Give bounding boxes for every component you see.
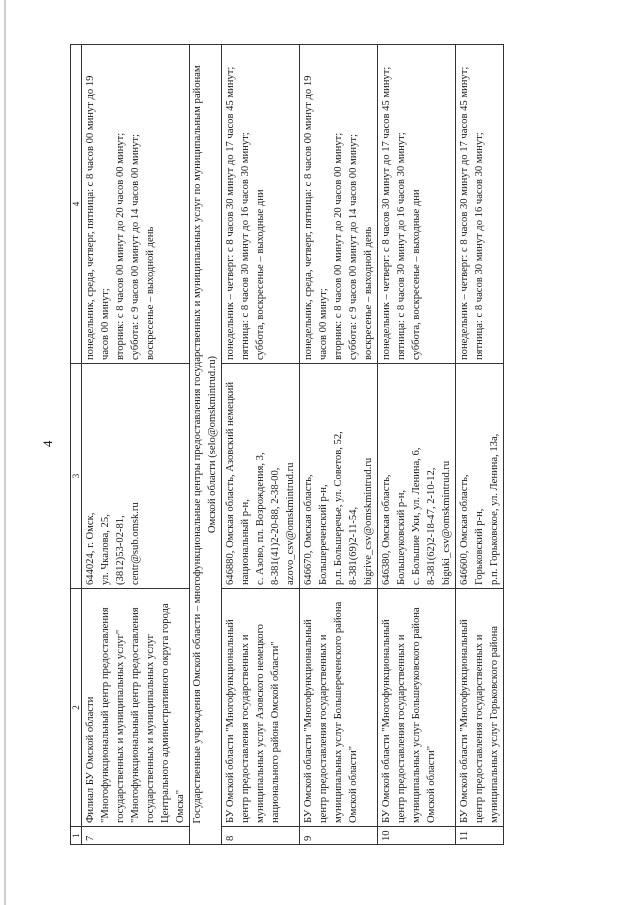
page-number: 4 [40, 440, 55, 447]
institution-name: БУ Омской области "Многофункциональный центр предоставления государственных и муниципальных услуг Большеуковского района Омской области" [378, 589, 456, 827]
address-contacts: 646880, Омская область, Азовский немецкий национальный р-н, с. Азово, пл. Возрождения, 3, 8-381(41)2-20-88, 2-38-00, azovo_csv@omskmintrud.ru [221, 364, 299, 589]
institution-name: БУ Омской области "Многофункциональный центр предоставления государственных и муниципальных услуг Горьковского района [456, 589, 504, 827]
column-number-row [71, 45, 82, 845]
section-header-row [190, 45, 222, 845]
working-hours: понедельник – четверг: с 8 часов 30 минут до 17 часов 45 минут; пятница: с 8 часов 30 минут до 16 часов 30 минут; [456, 45, 504, 364]
institution-name: БУ Омской области "Многофункциональный центр предоставления государственных и муниципальных услуг Большереченского района Омской области" [299, 589, 377, 827]
row-number: 11 [456, 827, 504, 845]
row-number: 10 [378, 827, 456, 845]
column-number: 2 [71, 589, 82, 827]
address-contacts: 646670, Омская область, Большереченский р-н, р.п. Большеречье, ул. Советов, 52, 8-381(69)2-11-54, bigrive_csv@omskmintrud.ru [299, 364, 377, 589]
working-hours: понедельник, среда, четверг, пятница: с 8 часов 00 минут до 19 часов 00 минут; вторник: с 8 часов 00 минут до 20 часов 00 минут; суббота: с 9 часов 00 минут до 14 часов 00 минут; воскресенье – выходной день [299, 45, 377, 364]
working-hours: понедельник, среда, четверг, пятница: с 8 часов 00 минут до 19 часов 00 минут; вторник: с 8 часов 00 минут до 20 часов 00 минут; суббота: с 9 часов 00 минут до 14 часов 00 минут; воскресенье – выходной день [82, 45, 190, 364]
row-number: 9 [299, 827, 377, 845]
working-hours: понедельник – четверг: с 8 часов 30 минут до 17 часов 45 минут; пятница: с 8 часов 30 минут до 16 часов 30 минут; суббота, воскресенье – выходные дни [221, 45, 299, 364]
section-title: Государственные учреждения Омской области – многофункциональные центры предоставления государственных и муниципальных услуг по муниципальным районам Омской области (selo@omskmintrud.ru) [190, 45, 222, 845]
column-number: 1 [71, 827, 82, 845]
row-number: 7 [82, 827, 190, 845]
row-number: 8 [221, 827, 299, 845]
rotated-page-content [70, 45, 560, 845]
table-row [82, 45, 190, 845]
table-body [71, 45, 504, 845]
table-row [299, 45, 377, 845]
institution-name: БУ Омской области "Многофункциональный центр предоставления государственных и муниципальных услуг Азовского немецкого национального района Омской области" [221, 589, 299, 827]
mfc-table [70, 44, 504, 845]
institution-name: Филиал БУ Омской области "Многофункциональный центр предоставления государственных и муниципальных услуг" "Многофункциональный центр предоставления государственных и муниципальных услуг Центрального административного округа города Омска" [82, 589, 190, 827]
column-number: 3 [71, 364, 82, 589]
table-row [456, 45, 504, 845]
table-row [378, 45, 456, 845]
address-contacts: 646600, Омская область, Горьковский р-н, р.п. Горьковское, ул. Ленина, 13а, [456, 364, 504, 589]
working-hours: понедельник – четверг: с 8 часов 30 минут до 17 часов 45 минут; пятница: с 8 часов 30 минут до 16 часов 30 минут; суббота, воскресенье – выходные дни [378, 45, 456, 364]
column-number: 4 [71, 45, 82, 364]
scan-edge [4, 0, 6, 905]
address-contacts: 646380, Омская область, Большеуковский р-н, с. Большие Уки, ул. Ленина, 6, 8-381(62)2-18-47, 2-10-12, biguki_csv@omskmintrud.ru [378, 364, 456, 589]
table-row [221, 45, 299, 845]
address-contacts: 644024, г. Омск, ул. Чкалова, 25, (3812)53-02-81, centr@sub.omsk.ru [82, 364, 190, 589]
